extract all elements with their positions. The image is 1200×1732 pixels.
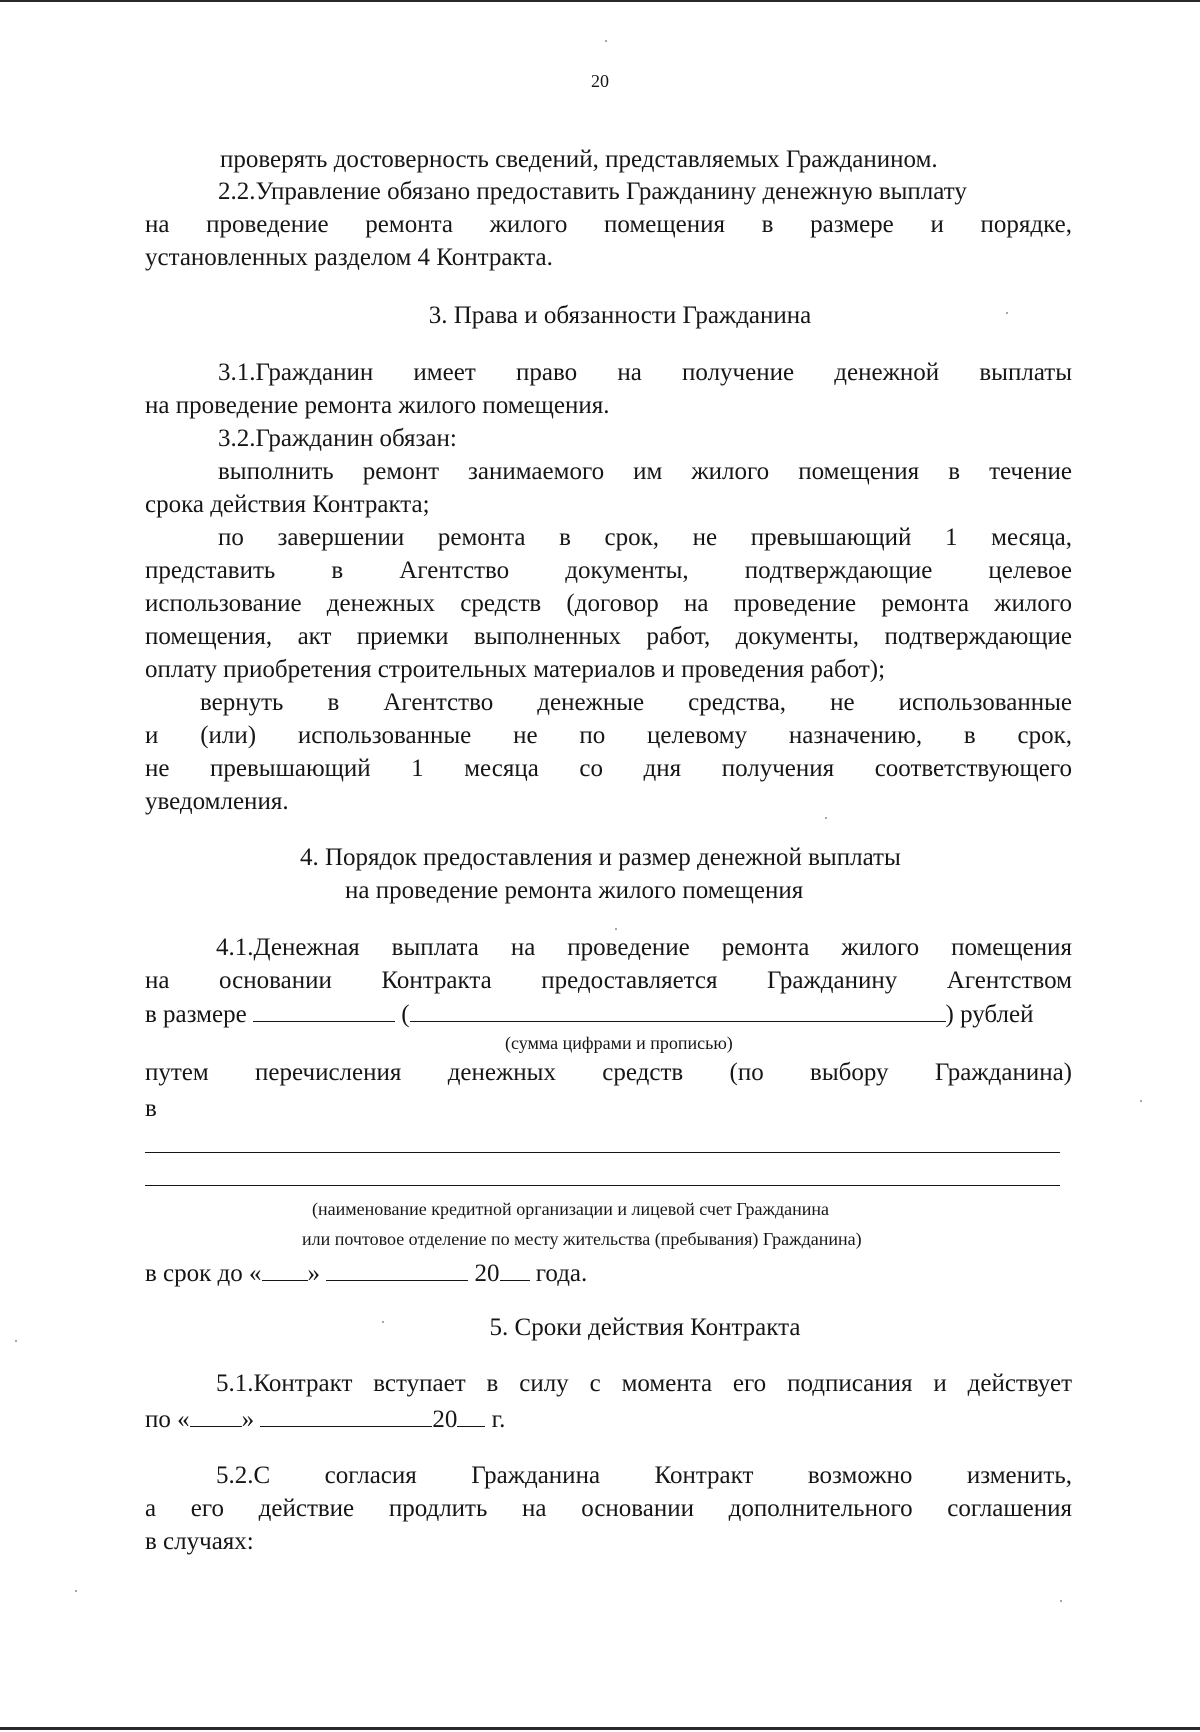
deadline-year: 20 xyxy=(474,1260,500,1287)
clause-2-2: 2.2.Управление обязано предоставить Гражданину денежную выплату xyxy=(218,178,967,205)
duty-1: выполнить ремонт занимаемого им жилого помещения в течение xyxy=(218,458,1072,485)
deadline-month-blank xyxy=(326,1260,468,1281)
text-line: на основании Контракта предоставляется Гражданину Агентством xyxy=(145,967,1072,994)
text-line: в xyxy=(145,1095,157,1122)
text-line: помещения, акт приемки выполненных работ, документы, подтверждающие xyxy=(145,623,1072,650)
duty-2: по завершении ремонта в срок, не превышающий 1 месяца, xyxy=(218,524,1072,551)
deadline-year-blank xyxy=(500,1260,530,1281)
scan-speck xyxy=(615,928,617,930)
until-suffix: г. xyxy=(491,1406,506,1433)
section-5-title: 5. Сроки действия Контракта xyxy=(489,1314,801,1341)
deadline-line xyxy=(145,1258,587,1290)
deadline-quote-close: » xyxy=(307,1260,321,1287)
section-4-title-cont: на проведение ремонта жилого помещения xyxy=(345,877,804,904)
text-line: на проведение ремонта жилого помещения. xyxy=(145,392,610,419)
clause-5-2: 5.2.С согласия Гражданина Контракт возможно изменить, xyxy=(216,1462,1072,1489)
scan-speck xyxy=(382,1321,384,1323)
amount-open-paren: ( xyxy=(401,1001,410,1028)
amount-digits-blank xyxy=(253,1001,395,1022)
scan-speck xyxy=(1140,1100,1142,1102)
text-line: на проведение ремонта жилого помещения в размере и порядке, xyxy=(145,211,1072,238)
scan-speck xyxy=(75,1590,77,1592)
text-line: уведомления. xyxy=(145,788,289,815)
amount-close-paren: ) xyxy=(945,1001,954,1028)
text-line: срока действия Контракта; xyxy=(145,491,430,518)
scan-speck xyxy=(825,817,827,819)
deadline-day-blank xyxy=(262,1260,308,1281)
clause-3-1: 3.1.Гражданин имеет право на получение денежной выплаты xyxy=(218,359,1072,386)
bank-blank-line-1 xyxy=(145,1152,1060,1153)
until-quote-close: » xyxy=(241,1406,255,1433)
text-line: проверять достоверность сведений, представляемых Гражданином. xyxy=(220,146,938,173)
until-year-blank xyxy=(457,1406,485,1427)
duty-3: вернуть в Агентство денежные средства, не использованные xyxy=(200,689,1072,716)
scan-top-edge xyxy=(0,0,1200,2)
effective-until-line xyxy=(145,1404,505,1436)
amount-prefix: в размере xyxy=(145,1001,247,1028)
text-line: оплату приобретения строительных материалов и проведения работ); xyxy=(145,656,886,683)
until-year: 20 xyxy=(432,1406,458,1433)
text-line: а его действие продлить на основании дополнительного соглашения xyxy=(145,1495,1072,1522)
bank-blank-line-2 xyxy=(145,1185,1060,1186)
scan-speck xyxy=(1006,312,1008,314)
scan-speck xyxy=(605,40,607,42)
page-number: 20 xyxy=(591,71,609,91)
amount-suffix: рублей xyxy=(960,1001,1034,1028)
section-4-title: 4. Порядок предоставления и размер денежной выплаты xyxy=(300,844,901,871)
text-line: использование денежных средств (договор на проведение ремонта жилого xyxy=(145,590,1072,617)
amount-hint: (сумма цифрами и прописью) xyxy=(505,1033,733,1053)
text-line: представить в Агентство документы, подтверждающие целевое xyxy=(145,557,1072,584)
text-line: и (или) использованные не по целевому назначению, в срок, xyxy=(145,722,1072,749)
bank-hint: (наименование кредитной организации и лицевой счет Гражданина xyxy=(312,1199,829,1219)
deadline-prefix: в срок до « xyxy=(145,1260,262,1287)
bank-hint-cont: или почтовое отделение по месту жительства (пребывания) Гражданина) xyxy=(302,1229,862,1249)
clause-3-2: 3.2.Гражданин обязан: xyxy=(218,425,457,452)
clause-4-1: 4.1.Денежная выплата на проведение ремонта жилого помещения xyxy=(216,934,1072,961)
deadline-suffix: года. xyxy=(535,1260,588,1287)
transfer-line: путем перечисления денежных средств (по выбору Гражданина) xyxy=(145,1059,1072,1086)
scan-bottom-edge xyxy=(0,1727,1200,1730)
section-3-title: 3. Права и обязанности Гражданина xyxy=(428,302,812,329)
scan-speck xyxy=(15,1340,17,1342)
until-month-blank xyxy=(260,1406,432,1427)
text-line: установленных разделом 4 Контракта. xyxy=(145,244,553,271)
scan-speck xyxy=(1060,1600,1062,1602)
until-prefix: по « xyxy=(145,1406,190,1433)
amount-line xyxy=(145,999,1033,1031)
text-line: не превышающий 1 месяца со дня получения соответствующего xyxy=(145,755,1072,782)
text-line: в случаях: xyxy=(145,1528,254,1555)
until-day-blank xyxy=(190,1406,242,1427)
amount-words-blank xyxy=(410,1001,946,1022)
clause-5-1: 5.1.Контракт вступает в силу с момента его подписания и действует xyxy=(216,1370,1072,1397)
